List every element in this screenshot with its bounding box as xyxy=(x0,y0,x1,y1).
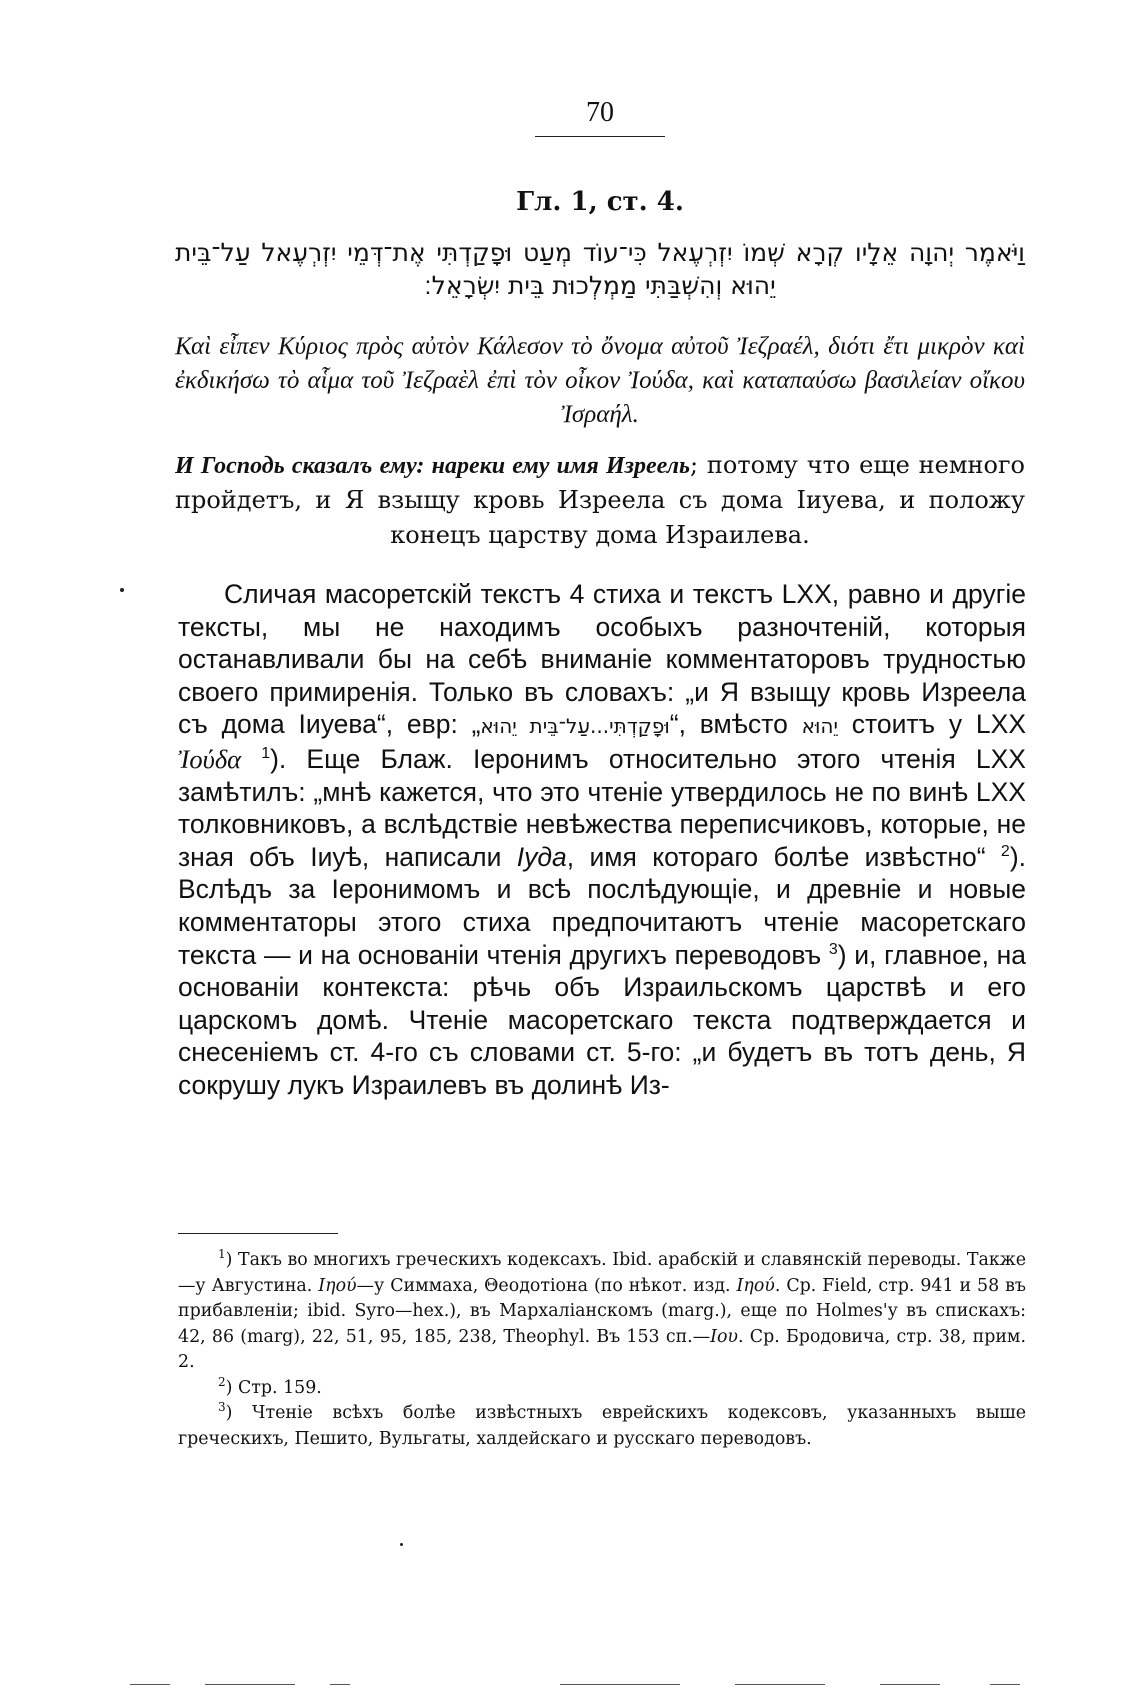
russian-verse-part1: И Господь сказалъ ему: нареки ему имя Изреель xyxy=(175,453,691,479)
scan-speck xyxy=(120,588,124,592)
body-sentence-1: Сличая масоретскій текстъ 4 стиха и текстъ LXX, равно и другіе тексты, мы не находимъ особыхъ разночтеній, которыя останавливали бы на себѣ вниманіе комментаторовъ трудностью своего примиренія. Только въ словахъ: „и Я взыщу кровь Изреела съ дома Іиуева“, евр: „ xyxy=(178,579,1026,740)
footnote-separator xyxy=(178,1233,338,1234)
body-sentence-7: ) и, главное, на основаніи контекста: рѣчь объ Израильскомъ царствѣ и его царскомъ домѣ. Чтеніе масоретскаго текста подтверждается и снесеніемъ ст. 4-го съ словами ст. 5-го: „и будетъ въ тотъ день, Я сокрушу лукъ Израилевъ въ долинѣ Из- xyxy=(178,939,1026,1100)
footnotes xyxy=(178,1248,1026,1452)
italic-word: Іуда xyxy=(516,841,567,872)
footnote-ref-3[interactable]: 3 xyxy=(828,940,838,958)
scan-edge-marks xyxy=(0,1684,1140,1688)
footnote-1 xyxy=(178,1248,1026,1376)
hebrew-word: יֵהוּא xyxy=(801,714,838,739)
hebrew-verse: וַיֹּאמֶר יְהוָה אֵלָיו קְרָא שְׁמוֹ יִזְרְעֶאל כִּי־עוֹד מְעַט וּפָקַדְתִּי אֶת־דְּמֵי יִזְרְעֶאל עַל־בֵּית יֵהוּא וְהִשְׁבַּתִּי מַמְלְכוּת בֵּית יִשְׂרָאֵל׃ xyxy=(175,238,1025,300)
footnote-ref-2[interactable]: 2 xyxy=(1000,842,1010,860)
greek-word: Ἰούδα xyxy=(178,743,242,774)
body-sentence-2: “, вмѣсто xyxy=(669,709,802,740)
body-sentence-3: стоитъ у LXX xyxy=(837,709,1026,740)
footnote-1-greek-a: Ιηού xyxy=(318,1275,357,1296)
footnote-1-mark: 1 xyxy=(218,1247,226,1262)
footnote-1-greek-c: Ιου xyxy=(710,1326,739,1347)
footnote-2-text: ) Стр. 159. xyxy=(225,1377,322,1398)
footnote-2-mark: 2 xyxy=(218,1374,226,1389)
russian-verse-part2: ; потому что еще немного пройдетъ, и Я взыщу кровь Изреела съ дома Іиуева, и положу конецъ царству дома Израилева. xyxy=(175,451,1025,549)
footnote-2 xyxy=(178,1376,1026,1402)
footnote-3-text: ) Чтеніе всѣхъ болѣе извѣстныхъ еврейскихъ кодексовъ, указанныхъ выше греческихъ, Пешито, Вульгаты, халдейскаго и русскаго переводовъ. xyxy=(178,1403,1026,1449)
footnote-3 xyxy=(178,1401,1026,1452)
greek-verse: Καὶ εἶπεν Κύριος πρὸς αὐτὸν Κάλεσον τὸ ὄνομα αὐτοῦ Ἰεζραέλ, διότι ἔτι μικρὸν καὶ ἐκδικήσω τὸ αἷμα τοῦ Ἰεζραὲλ ἐπὶ τὸν οἶκον Ἰούδα, καὶ καταπαύσω βασιλείαν οἴκου Ἰσραήλ. xyxy=(175,333,1025,428)
footnote-1-text-e: . Ср. Field, стр. 941 и 58 въ прибавленіи; ibid. Syro—hex.), въ Мархаліанскомъ (marg.), еще по Holmes'у въ спискахъ: 42, 86 (marg), 22, 51, 95, 185, 238, Theophyl. Въ 153 сп.— xyxy=(178,1275,1026,1347)
scan-speck xyxy=(400,1543,403,1546)
body-sentence-4: ). Еще Блаж. Іеронимъ относительно этого чтенія LXX замѣтилъ: „мнѣ кажется, что это чтеніе утвердилось не по винѣ LXX толковниковъ, а вслѣдствіе невѣжества переписчиковъ, которые, не зная объ Іиуѣ, написали xyxy=(178,743,1026,872)
chapter-heading: Гл. 1, ст. 4. xyxy=(516,187,684,217)
page-number-rule xyxy=(535,136,665,137)
footnote-1-text-g: . Ср. Бродовича, стр. 38, прим. 2. xyxy=(178,1326,1026,1372)
commentary-paragraph xyxy=(178,578,1026,1102)
footnote-1-text-a: ) Такъ во многихъ греческихъ кодексахъ. Ibid. арабскій и славянскій переводы. Также—у Августина. xyxy=(178,1250,1026,1296)
russian-verse xyxy=(175,448,1025,553)
footnote-ref-1[interactable]: 1 xyxy=(261,745,271,763)
footnote-3-mark: 3 xyxy=(218,1400,226,1415)
footnote-1-text-c: —у Симмаха, Θеодотіона (по нѣкот. изд. xyxy=(356,1275,737,1296)
hebrew-quote: וּפָקַדְתִּי...עַל־בֵּית יֵהוּא xyxy=(480,714,670,739)
body-sentence-5: , имя котораго болѣе извѣстно“ xyxy=(566,841,1001,872)
body-sentence-6: ). Вслѣдъ за Іеронимомъ и всѣ послѣдующіе, и древніе и новые комментаторы этого стиха предпочитаютъ чтеніе масоретскаго текста — и на основаніи чтенія другихъ переводовъ xyxy=(178,841,1026,970)
page-number: 70 xyxy=(586,97,614,128)
footnote-1-greek-b: Ιηού xyxy=(736,1275,775,1296)
